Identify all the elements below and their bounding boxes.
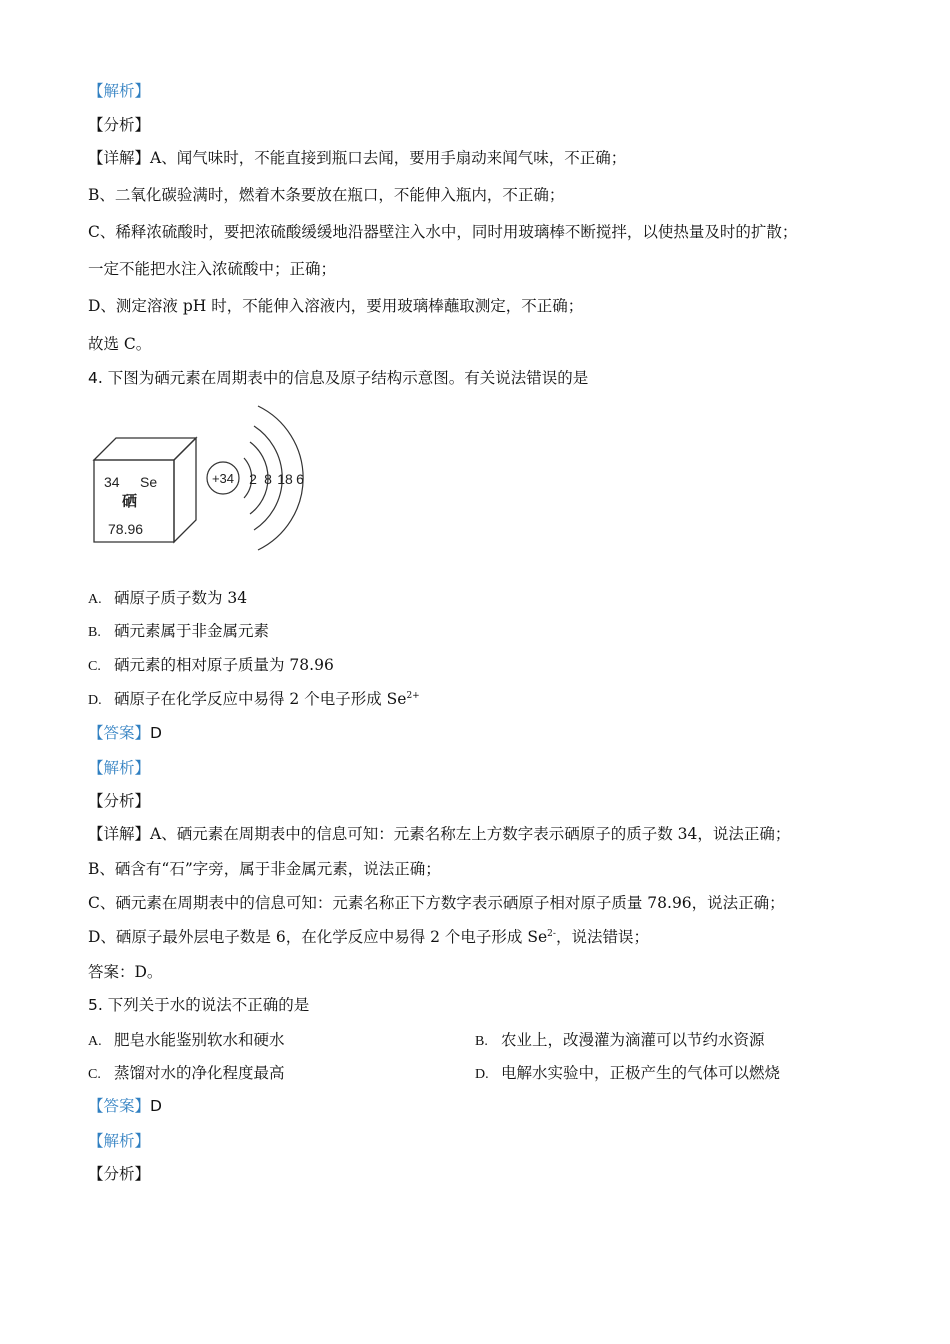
conclusion: 答案：D。	[88, 963, 163, 981]
detail-text: D、硒原子最外层电子数是 6，在化学反应中易得 2 个电子形成 Se	[88, 928, 548, 946]
option-d	[88, 689, 420, 711]
question-4-stem	[88, 368, 588, 388]
option-letter: C.	[88, 659, 101, 674]
option-text: 农业上，改漫灌为滴灌可以节约水资源	[501, 1031, 765, 1049]
detail-line-b: B、硒含有“石”字旁，属于非金属元素，说法正确；	[88, 860, 441, 878]
question-number: 4	[88, 369, 98, 387]
option-text: 硒元素属于非金属元素	[114, 622, 270, 640]
detail-line-d: D、测定溶液 pH 时，不能伸入溶液内，要用玻璃棒蘸取测定，不正确；	[88, 297, 584, 315]
ion-charge: 2+	[406, 690, 420, 701]
detail-text-end: ，说法错误；	[555, 928, 649, 946]
atomic-number: 34	[104, 474, 120, 490]
answer-tag: 【答案】	[88, 724, 151, 742]
analysis-tag: 【解析】	[88, 1132, 151, 1150]
element-name: 硒	[122, 492, 138, 510]
analysis-sub-tag: 【分析】	[88, 792, 151, 810]
detail-line-d	[88, 927, 649, 947]
shell-count-1: 2	[249, 471, 257, 487]
option-letter: D.	[475, 1067, 489, 1082]
answer-line	[88, 723, 162, 743]
option-letter: A.	[88, 1034, 102, 1049]
question-number: 5	[88, 996, 98, 1014]
answer-value: D	[150, 1097, 162, 1115]
option-letter: B.	[475, 1034, 488, 1049]
nucleus-charge: +34	[211, 471, 235, 486]
question-text: . 下图为硒元素在周期表中的信息及原子结构示意图。有关说法错误的是	[97, 369, 589, 387]
detail-line-b: B、二氧化碳验满时，燃着木条要放在瓶口，不能伸入瓶内，不正确；	[88, 186, 565, 204]
option-text: 肥皂水能鉴别软水和硬水	[114, 1031, 285, 1049]
option-c	[88, 1063, 285, 1085]
answer-line	[88, 1096, 162, 1116]
detail-line-c2: 一定不能把水注入浓硫酸中；正确；	[88, 260, 337, 278]
answer-tag: 【答案】	[88, 1097, 151, 1115]
atom-structure	[207, 406, 304, 550]
ion-charge: 2-	[547, 928, 556, 939]
option-b	[475, 1030, 765, 1052]
option-text: 硒原子质子数为 34	[114, 589, 248, 607]
shell-count-4: 6	[296, 471, 304, 487]
analysis-tag: 【解析】	[88, 82, 151, 100]
detail-text: A、硒元素在周期表中的信息可知：元素名称左上方数字表示硒原子的质子数 34，说法正确；	[150, 825, 791, 843]
option-a	[88, 1030, 285, 1052]
option-b	[88, 621, 269, 643]
option-text: 硒元素的相对原子质量为 78.96	[114, 656, 334, 674]
option-text: 电解水实验中，正极产生的气体可以燃烧	[501, 1064, 781, 1082]
detail-text: A、闻气味时，不能直接到瓶口去闻，要用手扇动来闻气味，不正确；	[150, 149, 627, 167]
detail-line-c1: C、稀释浓硫酸时，要把浓硫酸缓缓地沿器壁注入水中，同时用玻璃棒不断搅拌，以使热量及时的扩散；	[88, 223, 798, 241]
option-text: 蒸馏对水的净化程度最高	[114, 1064, 285, 1082]
shell-count-2: 8	[264, 471, 272, 487]
option-text: 硒原子在化学反应中易得 2 个电子形成 Se	[114, 690, 407, 708]
detail-line-a	[88, 148, 626, 168]
analysis-sub-tag: 【分析】	[88, 1165, 151, 1183]
option-a	[88, 588, 247, 610]
option-letter: C.	[88, 1067, 101, 1082]
option-letter: A.	[88, 592, 102, 607]
question-text: . 下列关于水的说法不正确的是	[97, 996, 310, 1014]
analysis-tag: 【解析】	[88, 759, 151, 777]
shell-count-3: 18	[277, 471, 293, 487]
analysis-sub-tag: 【分析】	[88, 116, 151, 134]
detail-tag: 【详解】	[88, 825, 151, 843]
question-5-stem	[88, 995, 309, 1015]
option-c	[88, 655, 334, 677]
option-letter: D.	[88, 693, 102, 708]
selenium-figure	[88, 402, 308, 552]
conclusion: 故选 C。	[88, 335, 152, 353]
atomic-mass: 78.96	[108, 521, 144, 537]
detail-tag: 【详解】	[88, 149, 151, 167]
detail-line-a	[88, 824, 790, 844]
element-symbol: Se	[140, 474, 158, 490]
detail-line-c: C、硒元素在周期表中的信息可知：元素名称正下方数字表示硒原子相对原子质量 78.96，说法正确；	[88, 894, 785, 912]
option-d	[475, 1063, 780, 1085]
option-letter: B.	[88, 625, 101, 640]
answer-value: D	[150, 724, 162, 742]
